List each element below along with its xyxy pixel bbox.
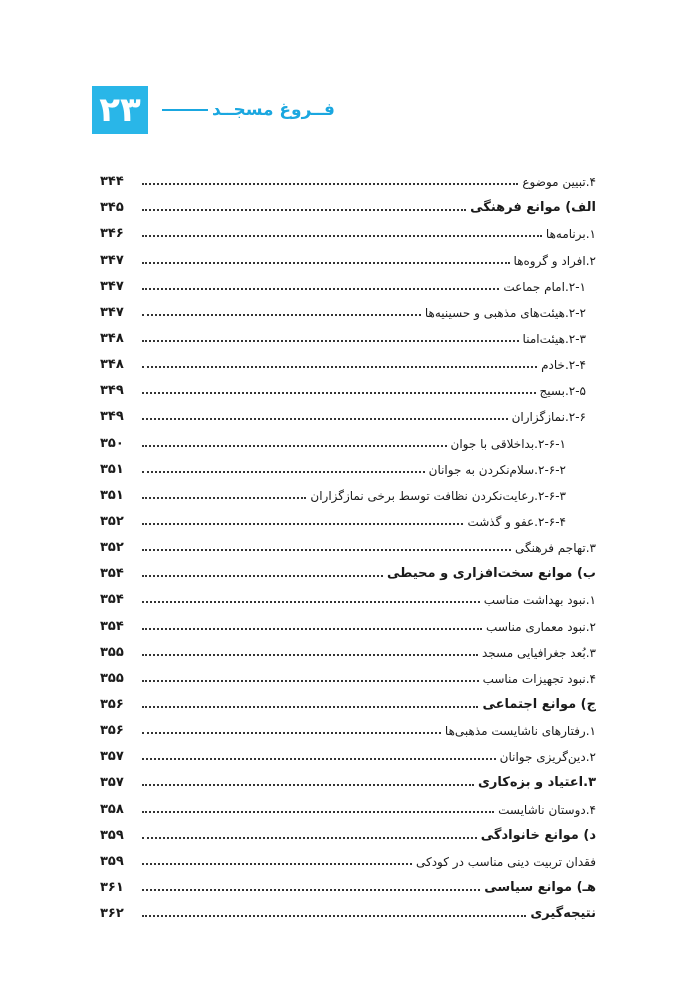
toc-entry-page: ۳۵۷ [100,775,124,791]
toc-entry-page: ۳۶۲ [100,906,124,922]
toc-entry-title: ۱.برنامه‌ها [545,227,596,242]
page-number-badge: ۲۳ [92,86,148,134]
toc-leader-dots [142,575,383,577]
toc-leader-dots [142,209,466,211]
toc-entry-page: ۳۵۵ [100,644,124,660]
toc-entry [100,899,596,925]
running-title-text: فــروغ مسجــد [212,100,335,120]
toc-leader-dots [142,235,542,237]
toc-entry-title: ۴.تبیین موضوع [522,175,596,190]
toc-entry-page: ۳۵۵ [100,670,124,686]
toc-leader-dots [142,732,441,734]
toc-entry [100,428,596,454]
toc-entry [100,350,596,376]
toc-entry [100,298,596,324]
toc-entry-title: فقدان تربیت دینی مناسب در کودکی [416,854,596,869]
toc-entry [100,481,596,507]
toc-entry [100,585,596,611]
toc-leader-dots [142,497,306,499]
toc-entry-page: ۳۴۶ [100,226,124,242]
toc-entry-title: ۱.نبود بهداشت مناسب [483,593,596,608]
toc-entry [100,611,596,637]
toc-entry-title: ۲-۶-۳.رعایت‌نکردن نظافت توسط برخی نمازگزاران [310,488,566,503]
toc-leader-dots [142,288,499,290]
toc-entry [100,245,596,271]
toc-entry [100,219,596,245]
toc-entry-title: د) موانع خانوادگی [480,827,596,843]
title-rule [162,109,208,111]
toc-entry-title: ۴.نبود تجهیزات مناسب [482,671,596,686]
toc-entry [100,873,596,899]
toc-entry-title: ۲-۳.هیئت‌امنا [522,331,586,346]
toc-entry-title: الف) موانع فرهنگی [470,200,596,216]
toc-entry-title: ۲.دین‌گریزی جوانان [499,750,596,765]
toc-entry-title: ۳.اعتیاد و بزه‌کاری [478,775,596,791]
toc-leader-dots [142,811,494,813]
toc-entry-title: ۲-۶-۲.سلام‌نکردن به جوانان [428,462,566,477]
toc-leader-dots [142,654,478,656]
toc-leader-dots [142,758,496,760]
toc-entry-page: ۳۵۴ [100,618,124,634]
toc-entry-title: ۲-۱.امام جماعت [503,279,586,294]
toc-entry-page: ۳۵۴ [100,566,124,582]
toc-leader-dots [142,262,510,264]
toc-leader-dots [142,863,412,865]
toc-entry-title: ۲.افراد و گروه‌ها [513,253,596,268]
toc-leader-dots [142,471,425,473]
toc-leader-dots [142,601,480,603]
toc-entry-title: ب) موانع سخت‌افزاری و محیطی [387,566,596,582]
table-of-contents [100,167,596,925]
toc-entry [100,716,596,742]
toc-entry [100,324,596,350]
toc-entry [100,376,596,402]
toc-leader-dots [142,784,474,786]
toc-entry-page: ۳۴۷ [100,278,124,294]
toc-entry [100,533,596,559]
toc-entry [100,455,596,481]
toc-entry-page: ۳۴۵ [100,200,124,216]
toc-entry-title: ۲-۵.بسیج [539,384,586,399]
toc-entry-page: ۳۵۲ [100,513,124,529]
toc-leader-dots [142,523,463,525]
toc-entry [100,402,596,428]
toc-entry-page: ۳۵۱ [100,487,124,503]
toc-leader-dots [142,837,477,839]
toc-entry-title: ۲-۶-۴.عفو و گذشت [467,514,566,529]
toc-leader-dots [142,889,480,891]
page-header [92,86,335,134]
toc-leader-dots [142,392,536,394]
toc-entry-page: ۳۵۷ [100,749,124,765]
toc-entry-title: ۱.رفتارهای ناشایست مذهبی‌ها [444,724,596,739]
toc-leader-dots [142,680,479,682]
toc-entry-title: ج) موانع اجتماعی [482,696,596,712]
toc-entry-page: ۳۶۱ [100,879,124,895]
toc-entry [100,167,596,193]
toc-entry-title: هـ) موانع سیاسی [484,879,596,895]
running-title [158,100,335,120]
toc-entry-page: ۳۴۴ [100,174,124,190]
toc-leader-dots [142,628,482,630]
toc-entry [100,559,596,585]
toc-entry-page: ۳۵۶ [100,723,124,739]
toc-entry-page: ۳۴۸ [100,330,124,346]
toc-entry [100,638,596,664]
toc-entry [100,193,596,219]
toc-leader-dots [142,549,511,551]
toc-entry-title: ۲-۶-۱.بداخلاقی با جوان [450,436,566,451]
toc-entry [100,690,596,716]
toc-entry-page: ۳۵۱ [100,461,124,477]
toc-leader-dots [142,915,526,917]
toc-entry-title: ۲.نبود معماری مناسب [486,619,596,634]
toc-leader-dots [142,183,518,185]
toc-entry-page: ۳۵۹ [100,853,124,869]
toc-entry-page: ۳۵۹ [100,827,124,843]
toc-entry-page: ۳۵۴ [100,592,124,608]
toc-entry [100,847,596,873]
toc-entry-page: ۳۴۹ [100,383,124,399]
toc-entry-page: ۳۴۹ [100,409,124,425]
toc-entry-title: ۳.تهاجم فرهنگی [515,541,596,556]
toc-leader-dots [142,314,421,316]
toc-leader-dots [142,366,537,368]
toc-entry-page: ۳۵۲ [100,540,124,556]
toc-leader-dots [142,445,447,447]
toc-entry [100,664,596,690]
toc-entry [100,821,596,847]
toc-entry [100,272,596,298]
toc-entry-title: ۲-۲.هیئت‌های مذهبی و حسینیه‌ها [424,305,586,320]
toc-entry [100,742,596,768]
toc-leader-dots [142,418,508,420]
toc-entry-title: ۴.دوستان ناشایست [498,802,596,817]
toc-entry-page: ۳۴۸ [100,357,124,373]
toc-entry [100,768,596,794]
toc-entry-title: ۲-۶.نمازگزاران [511,410,586,425]
toc-entry [100,794,596,820]
toc-entry-page: ۳۵۸ [100,801,124,817]
toc-leader-dots [142,706,478,708]
toc-entry-title: ۲-۴.خادم [541,358,586,373]
toc-entry-page: ۳۴۷ [100,252,124,268]
toc-entry-page: ۳۴۷ [100,304,124,320]
toc-entry-title: ۳.بُعد جغرافیایی مسجد [481,645,596,660]
toc-entry-page: ۳۵۶ [100,696,124,712]
toc-leader-dots [142,340,519,342]
toc-entry-page: ۳۵۰ [100,435,124,451]
toc-entry [100,507,596,533]
toc-entry-title: نتیجه‌گیری [530,906,596,922]
